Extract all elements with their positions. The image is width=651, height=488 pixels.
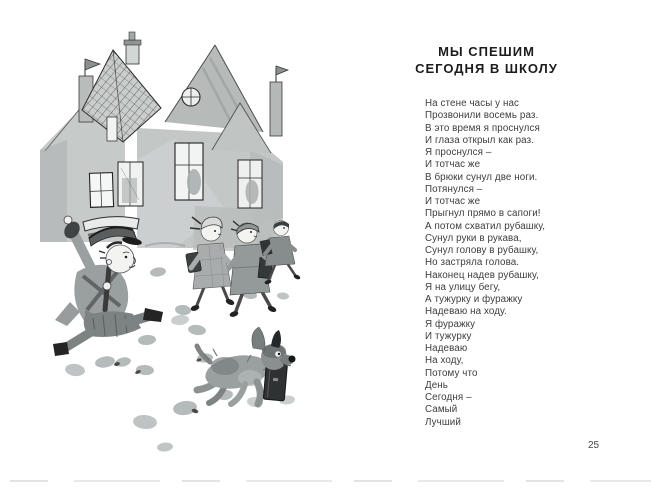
poem-line: Прозвонили восемь раз. — [425, 110, 539, 122]
poem-line: Прыгнул прямо в сапоги! — [425, 208, 541, 220]
poem-line: Самый — [425, 404, 458, 416]
poem-title-line-1: МЫ СПЕШИМ — [438, 44, 535, 59]
page-number: 25 — [588, 440, 600, 451]
houses — [40, 32, 288, 252]
right-page — [399, 44, 574, 429]
poem-line: Надеваю — [425, 343, 468, 354]
boy-head — [106, 245, 134, 273]
poem-line: В брюки сунул две ноги. — [425, 171, 538, 183]
poem-line: День — [425, 379, 448, 391]
narrow-window — [107, 117, 117, 141]
window — [118, 162, 143, 206]
window — [89, 173, 113, 208]
poem-line: Но застряла голова. — [425, 257, 520, 269]
poem-line: Я на улицу бегу, — [425, 281, 501, 293]
poem-line: Потому что — [425, 367, 478, 379]
running-children — [186, 217, 301, 318]
illustration-hurrying-to-school — [25, 10, 365, 455]
poem-line: Я фуражку — [425, 318, 476, 330]
poem-line: И тужурку — [425, 330, 472, 342]
poem-text — [399, 98, 574, 429]
poem-line: А тужурку и фуражку — [425, 294, 523, 305]
poem-line: Сунул голову в рубашку, — [425, 245, 539, 256]
poem-title-line-2: СЕГОДНЯ В ШКОЛУ — [415, 60, 558, 76]
window — [238, 160, 262, 208]
poem-line: На стене часы у нас — [425, 98, 520, 109]
page-bottom-edge — [10, 480, 651, 482]
poem-line: И тотчас же — [425, 159, 481, 171]
poem-line: Сунул руки в рукава, — [425, 232, 522, 244]
poem-line: Наконец надев рубашку, — [425, 269, 539, 281]
poem-line: И тотчас же — [425, 196, 481, 207]
poem-line: Сегодня – — [425, 392, 472, 403]
poem-line: И глаза открыл как раз. — [425, 134, 535, 146]
window — [175, 143, 203, 200]
poem-line: А потом схватил рубашку, — [425, 220, 546, 232]
poem-title — [399, 44, 574, 77]
dog-with-briefcase — [197, 327, 296, 404]
poem-line: На ходу, — [425, 355, 464, 367]
poem-line: В это время я проснулся — [425, 122, 540, 134]
poem-line: Потянулся – — [425, 183, 483, 195]
poem-line: Я проснулся – — [425, 147, 492, 158]
poem-line: Лучший — [425, 416, 461, 428]
poem-line: Надеваю на ходу. — [425, 306, 507, 318]
